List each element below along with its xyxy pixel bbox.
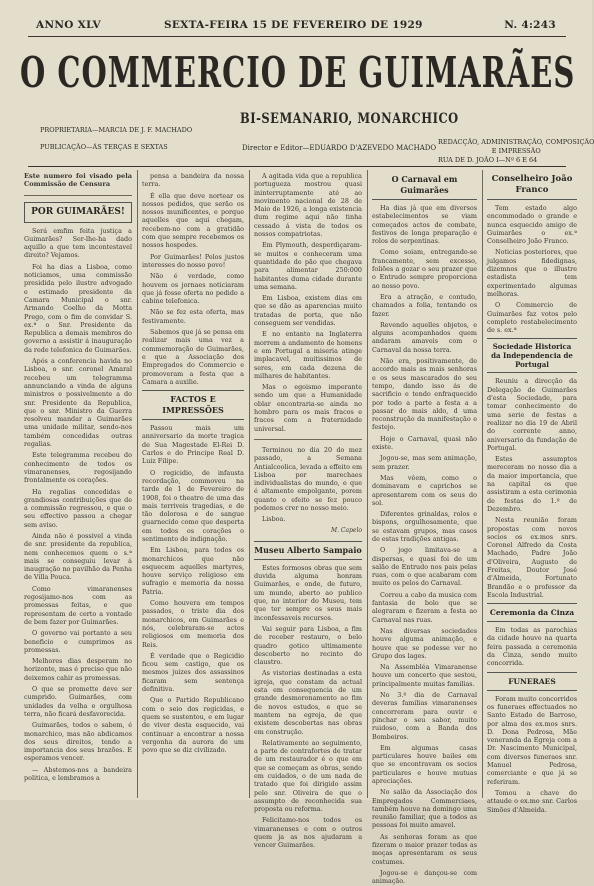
column-rule-4 bbox=[482, 170, 483, 798]
col1-p11: — Abstemos-nos a bandeira politica, e lembramos a bbox=[24, 765, 132, 782]
col3-r4: Felicitamo-nos todos os vimaranenses e com o outros quem ja as nos ajudaram a vencer Guimarães. bbox=[254, 816, 362, 850]
column-4 bbox=[372, 172, 477, 886]
col5-p0: Tem estado algo encommodado o grande e nunca esquecido amigo de Guimarães o ex.ª Conselheiro João Franco. bbox=[487, 204, 577, 246]
col3-q1: Lisboa. bbox=[262, 515, 286, 524]
col4-p8: Diferentes grinaldas, rolos e bispons, orgulhosamente, que se estavam grupos, mas casos de estas tradições antigas. bbox=[372, 510, 477, 543]
censorship-notice: Este numero foi visado pela Commissão de Censura bbox=[24, 172, 132, 189]
col5-p1: Noticias posteriores, que julgamos fidedignas, dizemnos que o illustre estadista tem experimentado algumas melhoras. bbox=[487, 248, 577, 298]
column-rule-2 bbox=[249, 170, 250, 798]
col4-p6: Jogou-se, mas sem animação, sem prazer. bbox=[372, 454, 477, 471]
col1-p0: Será emfim feita justiça a Guimarães? Ser-lhe-ha dado aquillo a que tem incontestavel direito? Vejamos. bbox=[24, 226, 132, 260]
col3-p1: Em Plymouth, desperdiçaram-se muitos e conheceram uma quantidade de pão que chegava para alimentar 250:000 habitantes duma cidade durante uma semana. bbox=[254, 241, 362, 291]
col4-p9: O jogo limitava-se a dispersas, e quasi foi de um salão de Entrudo nos pais pelas ruas, com o que acabaram com muito os pelos do Carnaval. bbox=[372, 546, 477, 588]
nameplate-title: O COMMERCIO DE GUIMARÃES bbox=[20, 48, 576, 98]
issue-date: SEXTA-FEIRA 15 DE FEVEREIRO DE 1929 bbox=[164, 19, 423, 31]
col4-p16: As senhoras foram as que fizeram o maior prazer todas as moças apresentaram os seus costumes. bbox=[372, 832, 477, 866]
col5-q1: Estes assumptos mereceram no nosso dia a da maior importancia, que na capital os que assistiram a esta cerimonia de festas do 1.º de Dezembro. bbox=[487, 455, 577, 513]
col4-p1: Como soiam, entregando-se francamente, sem excesso, foliões a gozar o seu prazer que o Entrudo sempre proporciona ao nosso povo. bbox=[372, 248, 477, 290]
col5-r0: Em todas as parochias da cidade houve na quarta feira passada a ceremonia da Cinza, sendo muito concorrida. bbox=[487, 626, 577, 668]
col3-p2: Em Lisboa, existem dias em que se dão as aparencias muito tratadas de porta, que não conseguem ser vendidas. bbox=[254, 294, 362, 328]
column-3 bbox=[254, 172, 362, 850]
col1-p4: Ha regalias concedidas e grandiosas contribuições que de a commissão regressou, e que o seu effectivo passou a chegar sem aviso. bbox=[24, 487, 132, 529]
divider bbox=[254, 439, 362, 440]
col3-p0: A agitada vida que a republica portugueza mostrou quasi ininterruptamente até ao movimento nacional de 28 de Maio de 1926, a longa existencia dum regime aqui não tinha cessado á vista de todos os nossos compatriotas. bbox=[254, 172, 362, 239]
col3-r0: Estes formosos obras que sem duvida alguma honram Guimarães, e onde, de futuro, um mundo, aberto ao publico que, no interior do Museu, tem que ter sempre os seus mais inconfessaveis recursos. bbox=[254, 563, 362, 622]
divider bbox=[24, 195, 132, 196]
col4-p5: Hoje o Carnaval, quasi não existe. bbox=[372, 434, 477, 452]
col3-r2: As vistorias destinadas a esta igreja, que constam da actual esta em consequencia de um grande desmoronamento ao fim de novos estudos, e que se mantem na egreja, de que existem descobertas nas obras em construção. bbox=[254, 669, 362, 736]
col2-q4: É verdade que o Regicidio ficou sem castigo, que os mesmos juizes dos assassinos ficaram sem sentença definitiva. bbox=[142, 651, 244, 694]
col1-p8: Melhores dias desperam no horizonte, mas é preciso que não deixemos cahir as promessas. bbox=[24, 657, 132, 682]
col4-p11: Nas diversas sociedades houve alguma animação, e houve que se podesse ver no Grupo dos lages. bbox=[372, 626, 477, 660]
col2-p0: pensa a bandeira da nossa terra. bbox=[142, 172, 244, 189]
col5-q0: Reuniu a direcção da Delegação de Guimarães d'esta Sociedade, para tomar conhecimento de uma serie de festas a realizar no dia 19 de Abril do corrente anno, aniversario da fundação de Portugal. bbox=[487, 377, 577, 452]
col2-p5: Sabemos que já se pensa em realizar mais uma vez a commemoração de Guimarães, e que a Associação dos Empregados do Commercio e promoveram a festa que a Camara a auxilie. bbox=[142, 328, 244, 386]
col4-p0: Ha dias já que em diversos estabelecimentos se viam começados actos de combate, festivos de longa preparação e rolos de serpentinas. bbox=[372, 204, 477, 246]
col1-p1: Foi ha dias a Lisboa, como noticiamos, uma commissão presidida pelo ilustre advogado e estimado presidente da Camara Municipal o snr. Armando Coelho da Motta Prego, com o fim de convidar S. ex.ª o Snr. Presidente da Republica a demais membros do governo a assistir á inauguração da rede telefonica de Guimarães. bbox=[24, 262, 132, 354]
col1-p6: Como vimaranenses regosijamo-nos com as promessas feitas, e que representam de certo a vontade de bem fazer por Guimarães. bbox=[24, 584, 132, 626]
col1-p10: Guimarães, todos o sabem, é monarchico, mas não abdicamos dos seus direitos, tendo a importancia dos seus brazões. E esperamos vencer. bbox=[24, 721, 132, 763]
subtitle: BI-SEMANARIO, MONARCHICO bbox=[240, 110, 459, 127]
col5-s0: Foram muito concorridos os funeraes effectuados no Santo Estado de Barroso, por alma dos ex.mos snrs. D. Dona Pedrosa, Mãe veneranda da Egreja com a Dr. Nascimento Municipal, com diversos funeraes snr. Manuel Pedrosa, comerciante e que já se referiram. bbox=[487, 694, 577, 786]
owner-line: PROPRIETARIA—MARCIA DE J. F. MACHADO bbox=[40, 126, 193, 134]
redaccao-line-2: E IMPRESSÃO bbox=[491, 147, 541, 155]
col2-p4: Não se fez esta oferta, mas festivamente. bbox=[142, 308, 244, 325]
column-1 bbox=[24, 172, 132, 797]
col2-q2: Em Lisboa, para todos os monarchicos que não esquecem aquelles martyres, houve serviço religioso em sufragio e memoria da nossa Patria. bbox=[142, 546, 244, 596]
publication-line: PUBLICAÇÃO—ÁS TERÇAS E SEXTAS bbox=[40, 143, 168, 151]
top-rule bbox=[28, 36, 566, 37]
col4-p3: Revendo aquelles objetos, e alguns acompanhados quem andaram amaveis com o Carnaval da nossa terra. bbox=[372, 320, 477, 354]
headline-factos-impressoes: FACTOS E IMPRESSÕES bbox=[142, 390, 244, 420]
col1-p5: Ainda não é possivel a vinda de snr. presidente da republica, nem conhecemos quem o s.ª mais se conseguiu levar á inaugração no pavilhão da Penha de Villa Pouca. bbox=[24, 531, 132, 582]
col2-q0: Passou mais um anniversario da morte tragica de Sua Magestade El-Rei D. Carlos e do Principe Real D. Luiz Filipe. bbox=[142, 424, 244, 466]
col5-s1: Tomou a chave do attaude o ex.mo snr. Carlos Simões d'Almeida. bbox=[487, 788, 577, 814]
col4-p4: Não era, positivamente, de accordo mais as mais senhoras e os seus mascarados do seu tempo, dando isso ás de sacrificio e tendo enfraquecido por todo a parte a festa a a passar do mais aldo, d uma reconstrução da manifestação e festejo. bbox=[372, 357, 477, 432]
col2-q1: O regicidio, de infausta recordação, commoveu na tarde de 1 de Fevereiro de 1908, foi o theatro de uma das mais terriveis tragedias, e de tão dolorosa e de sangue guarnecido como que desperta em todos os corações o sentimento de indignação. bbox=[142, 468, 244, 543]
headline-museu: Museu Alberto Sampaio bbox=[254, 541, 362, 560]
col4-p2: Era a atração, e contudo, chamados a folia, tentando os fazer. bbox=[372, 292, 477, 318]
left-meta bbox=[40, 126, 192, 152]
col2-p3: Não é verdade, como houvem os jornaes noticiaram que já fosse oferta no pedido a cabine telefonica. bbox=[142, 272, 244, 306]
headline-carnaval: O Carnaval em Guimarães bbox=[372, 174, 477, 200]
col4-p17: Jogou-se e dançou-se com animação. bbox=[372, 868, 477, 886]
col4-p7: Mas vêem, como o dominavam e caprichos se apresentarem com os seus do sol. bbox=[372, 473, 477, 507]
headline-cinza: Ceremonia da Cinza bbox=[487, 603, 577, 622]
col1-p3: Este telegramma recebeu do conhecimento de todos os vimaranenses, regosijando frontalmente os corações. bbox=[24, 451, 132, 485]
column-2 bbox=[142, 172, 244, 797]
col2-q3: Como houvera em tempos passados, o triste dia dos monarchicos, em Guimarães e nós, celebraram-se actos religiosos em memoria dos Reis. bbox=[142, 599, 244, 649]
col5-p2: O Commercio de Guimarães faz votos pelo completo restabelecimento de s. ex.ª bbox=[487, 301, 577, 335]
headline-por-guimaraes: POR GUIMARÃES! bbox=[24, 202, 132, 223]
col3-p3: E no entanto na Inglaterra morrem a andamento de homens e em Portugal a miseria atinge implacavel, muitissimos de seres, em cada dezena de milhares de habitantes. bbox=[254, 330, 362, 380]
col4-p13: No 3.º dia de Carnaval deveras familias vimaranenses concorreram para ouvir e pinchar o seu sabor, muito ruidoso, com a Banda dos Bombeiros. bbox=[372, 691, 477, 741]
director-line: Director e Editor—EDUARDO D'AZEVEDO MACHADO bbox=[242, 144, 437, 152]
address-line: RUA DE D. JOÃO I—Nº 6 E 64 bbox=[438, 156, 538, 164]
right-meta bbox=[438, 138, 594, 165]
masthead-topline bbox=[14, 19, 578, 33]
col4-p15: No salão da Associação dos Empregados Commerciaes, também houve na domingo uma reunião familiar, que a todos as pessoas foi muito amavel. bbox=[372, 788, 477, 830]
col3-q0: Terminou no dia 20 do mez passado, a Semana Antialcoolica, levada a effeito em Lisboa por marechaes individualistas do mundo, e que é altamente empolgante, porem quanto o efeito se fez pouco podemos crer no nosso meio. bbox=[254, 445, 362, 512]
headline-funeraes: FUNERAES bbox=[487, 672, 577, 691]
col3-r3: Relativamente ao seguimento, a parte de contrafortes de tratar de um restaurador é o que em que se começam as obras, sendo em cuidados, o de um nada de tratado que foi dirigido assim pelo snr. Oliveira de que o assumpto de reconhecida sua proposta ou reforma. bbox=[254, 738, 362, 814]
col4-p12: Na Assembléa Vimaranense houve um concerto que sestou, principalmente muitas familias. bbox=[372, 663, 477, 688]
col4-p14: Em algumas casas particulares houve bailes em que se encontravam os socios particulares e houve mutuas apreciações. bbox=[372, 743, 477, 785]
issue-number: N. 4:243 bbox=[504, 19, 556, 31]
col2-q5: Que o Partido Republicano com o seio dos regicidas, e quem se sustentou, e em lugar de viver desta esquecido, vai continuar a encontrar a nossa vergonha da aurora de um povo que se diz civilizado. bbox=[142, 696, 244, 755]
signature: M. Capelo bbox=[330, 526, 362, 534]
col3-p4: Mas o egoismo imperante sendo um que a Humanidade oblar encontraria-se ainda no hombro para os mais fracos e fracos com a fraternidade universal. bbox=[254, 383, 362, 433]
col1-p9: O que se promette deve ser cumprido. Guimarães, com unidades da velha e orgulhosa terra, não ficará desfavorecida. bbox=[24, 685, 132, 718]
redaccao-line-1: REDACÇÃO, ADMINISTRAÇÃO, COMPOSIÇÃO bbox=[438, 138, 594, 146]
col3-r1: Vai seguir para Lisboa, a fim de receber restauro, o belo quadro gotico ultimamente descoberto no recinto do claustro. bbox=[254, 624, 362, 667]
masthead-bottom-rule bbox=[28, 166, 566, 167]
column-rule-1 bbox=[137, 170, 138, 798]
col1-p2: Após a conferencia havida no Lisboa, o snr. coronel Amaral recebeu um telegramma annunciando a vinda de alguns ministros e possivelmente a do snr. Presidente da Republica, que o snr. Ministro da Guerra resolveu mandar a Guimarães uma unidade militar, sendo-nos também concedidas outras regalias. bbox=[24, 357, 132, 449]
year-label: ANNO XLV bbox=[36, 19, 101, 31]
col5-q2: Nesta reunião foram propostas com novos socios os ex.mos snrs. Coronel Alfredo da Costa Machado, Padre João d'Oliveira, Augusto de Freitas, Doutor José d'Almeida, Fortunato Brandão e o professor da Escola Industrial. bbox=[487, 516, 577, 599]
headline-joao-franco: Conselheiro João Franco bbox=[487, 174, 577, 200]
col2-p1: É ella que deve nortear os nossos pedidos, que serão os nossos munificentes, e porque aquelles que aqui chegam, recebem-no com a gratidão com que sempre recebemos os nossos hospedes. bbox=[142, 191, 244, 250]
headline-sociedade-historica: Sociedade Historica da Independencia de Portugal bbox=[487, 338, 577, 373]
col4-p10: Correu a cabo da musica com fantasia de bolo que se alegraram e fizeram a festa ao Carnaval nas ruas. bbox=[372, 590, 477, 624]
col2-p2: Por Guimarães! Pelos justos interesses do nosso povo! bbox=[142, 252, 244, 269]
col1-p7: O governo vai portanto a seu beneficio e cumprimos as promessas. bbox=[24, 629, 132, 654]
column-5 bbox=[487, 172, 577, 814]
column-rule-3 bbox=[367, 170, 368, 798]
